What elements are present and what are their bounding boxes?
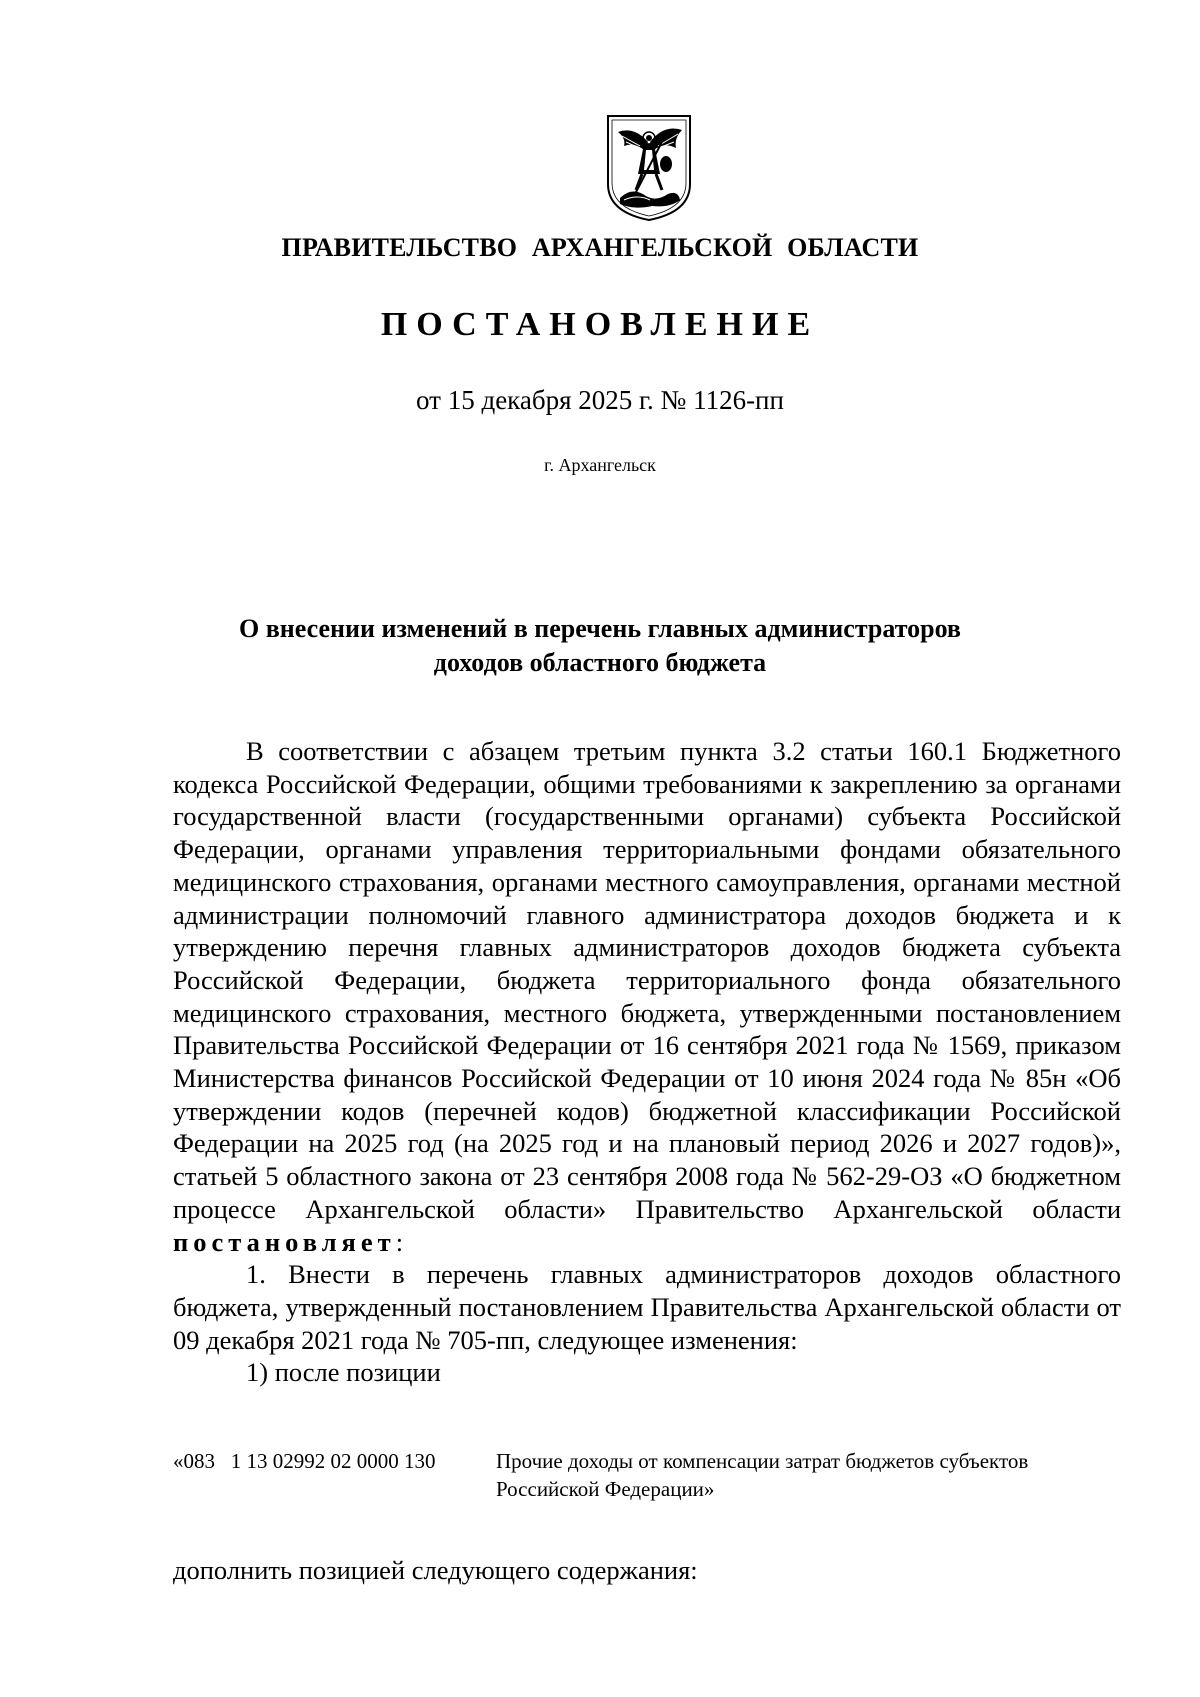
resolves-word: постановляет [173, 1226, 396, 1257]
document-type: ПОСТАНОВЛЕНИЕ [380, 306, 820, 343]
document-body [173, 735, 1121, 1389]
heading-line-2: доходов областного бюджета [433, 648, 767, 677]
budget-description: Прочие доходы от компенсации затрат бюджетов субъектов Российской Федерации» [496, 1449, 1029, 1501]
paragraph-subitem-1: 1) после позиции [246, 1357, 441, 1388]
heading-line-1: О внесении изменений в перечень главных администраторов [239, 614, 961, 643]
closing-line: дополнить позицией следующего содержания: [173, 1555, 698, 1585]
preamble-text: В соответствии с абзацем третьим пункта 3.2 статьи 160.1 Бюджетного кодекса Российской Федерации, общими требованиями к закреплению за органами государственной власти (государственными органами) субъекта Российской Федерации, органами управления территориальными фондами обязательного медицинского страхования, органами местного самоуправления, органами местной администрации полномочий главного администратора доходов бюджета и к утверждению перечня главных администраторов доходов бюджета субъекта Российской Федерации, бюджета территориального фонда обязательного медицинского страхования, местного бюджета, утвержденными постановлением Правительства Российской Федерации от 16 сентября 2021 года № 1569, приказом Министерства финансов Российской Федерации от 10 июня 2024 года № 85н «Об утверждении кодов (перечней кодов) бюджетной классификации Российской Федерации на 2025 год (на 2025 год и на плановый период 2026 и 2027 годов)», статьей 5 областного закона от 23 сентября 2008 года № 562-29-ОЗ «О бюджетном процессе Архангельской области» Правительство Архангельской области [173, 736, 1121, 1224]
paragraph-item-1: 1. Внести в перечень главных администраторов доходов областного бюджета, утвержденный постановлением Правительства Архангельской области от 09 декабря 2021 года № 705-пп, следующее изменения: [173, 1259, 1121, 1355]
government-title: ПРАВИТЕЛЬСТВО АРХАНГЕЛЬСКОЙ ОБЛАСТИ [281, 233, 919, 262]
document-date-number: от 15 декабря 2025 г. № 1126-пп [416, 385, 784, 415]
document-heading [0, 612, 1200, 680]
document-city: г. Архангельск [544, 455, 656, 475]
budget-code: «083 1 13 02992 02 0000 130 [173, 1449, 436, 1473]
coat-of-arms-icon [604, 112, 694, 224]
preamble-colon: : [395, 1226, 404, 1257]
paragraph-preamble [173, 735, 1121, 1258]
